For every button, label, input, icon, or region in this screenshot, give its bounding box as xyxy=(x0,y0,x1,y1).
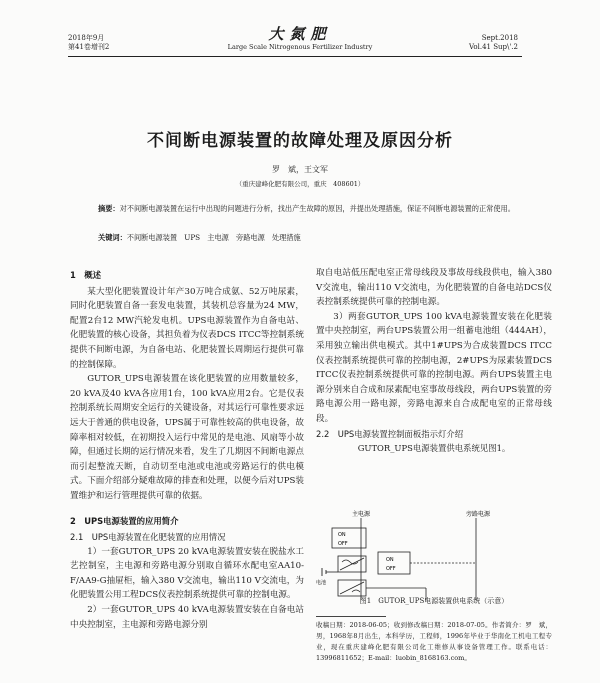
footnote: 收稿日期：2018-06-05；收到修改稿日期：2018-07-05。作者简介：罗 斌，男，1968年8月出生，本科学历，工程师，1996年毕业于华南化工机电工程专业，现在重庆建峰化肥有限公司化工维修从事设备管理工作。联系电话：13996811652；E-mail：luobin_8168163.com。 xyxy=(316,621,552,662)
article-affiliation: （重庆建峰化肥有限公司，重庆 408601） xyxy=(235,180,365,188)
keywords xyxy=(98,233,518,243)
article-title: 不间断电源装置的故障处理及原因分析 xyxy=(147,131,453,151)
paragraph-overview-1: 某大型化肥装置设计年产30万吨合成氨、52万吨尿素，同时化肥装置自备一套发电装置，其装机总容量为24 MW，配置2台12 MW汽轮发电机。UPS电源装置作为自备电站、化肥装置的核心设备，其担负着为仪表DCS ITCC等控制系统提供不间断电源，为自备电站、化肥装置长周期运行提供可靠的控制保障。 xyxy=(70,286,304,370)
abstract-label: 摘要： xyxy=(98,204,120,213)
right-column xyxy=(316,266,552,456)
figure-caption: 图1 GUTOR_UPS电源装置供电系统（示意） xyxy=(359,597,509,605)
article-authors: 罗 斌，王文军 xyxy=(272,165,328,174)
running-header xyxy=(0,0,600,56)
header-volume-cn: 第41卷增刊2 xyxy=(68,43,110,51)
footnote-rule xyxy=(316,616,386,617)
paragraph-ups-20kva: 1）一套GUTOR_UPS 20 kVA电源装置安装在脱盐水工艺控制室，主电源和旁路电源分别取自循环水配电室AA10-F/AA9-G抽屉柜，输入380 V交流电，输出110 V交流电，为化肥装置公用工程DCS仪表控制系统提供可靠的控制电源。 xyxy=(70,546,304,601)
paragraph-ups-100kva: 3）两套GUTOR_UPS 100 kVA电源装置安装在化肥装置中央控制室，两台UPS装置公用一组蓄电池组（444AH），采用独立输出供电模式。其中1#UPS为合成装置DCS ITCC仪表控制系统提供可靠的控制电源，2#UPS为尿素装置DCS ITCC仪表控制系统提供可靠的控制电源。两台UPS装置主电源分别来自合成和尿素配电室事故母线段，两台UPS装置的旁路电源公用一路电源，旁路电源来自合成配电室的正常母线段。 xyxy=(316,311,552,424)
inverter-symbol xyxy=(340,582,364,594)
keywords-text: 不间断电源装置 UPS 主电源 旁路电源 处理措施 xyxy=(126,233,301,242)
journal-name-cn: 大氮肥 xyxy=(268,25,332,43)
journal-name-en: Large Scale Nitrogenous Fertilizer Industry xyxy=(227,43,373,51)
abstract xyxy=(98,203,518,215)
header-date-en: Sept.2018 xyxy=(481,34,518,42)
bypass-source-label: 旁路电源 xyxy=(466,511,491,518)
header-volume-en: Vol.41 Sup\'.2 xyxy=(469,43,518,51)
header-rule xyxy=(68,56,522,57)
rectifier-symbol xyxy=(340,558,364,570)
keywords-label: 关键词： xyxy=(98,233,127,242)
static-switch-off: OFF xyxy=(386,566,396,572)
figure-intro: GUTOR_UPS电源装置供电系统见图1。 xyxy=(357,443,511,454)
left-column xyxy=(70,266,304,632)
section-1-heading: 1 概述 xyxy=(70,270,101,280)
input-switch-on: ON xyxy=(338,532,346,538)
ups-system-diagram xyxy=(316,508,552,604)
main-source-label: 主电源 xyxy=(352,511,371,518)
header-right xyxy=(469,34,518,52)
paragraph-ups-40kva: 2）一套GUTOR_UPS 40 kVA电源装置安装在自备电站中央控制室，主电源和旁路电源分别 xyxy=(70,605,304,630)
battery-label: 电池 xyxy=(316,580,327,586)
section-2-heading: 2 UPS电源装置的应用简介 xyxy=(70,515,179,526)
header-date-cn: 2018年9月 xyxy=(68,34,105,42)
abstract-text: 对不间断电源装置在运行中出现的问题进行分析，找出产生故障的原因，并提出处理措施，保证不间断电源装置的正常使用。 xyxy=(119,204,515,213)
section-gap xyxy=(70,504,304,512)
paragraph-overview-2: GUTOR_UPS电源装置在该化肥装置的应用数量较多，20 kVA及40 kVA各应用1台，100 kVA应用2台。它是仪表控制系统长周期安全运行的关键设备，对其运行可靠性要求远远大于普通的供电设备，UPS属于可靠性较高的供电设备，故障率相对较低，在初期投入运行中常见的是电池、风扇等小故障，但通过长期的运行情况来看，发生了几期因不间断电源点而引起整流天断，自动切至电池或电池或旁路运行的供电模式。下面介绍部分疑难故障的排查和处理，以便今后对UPS装置维护和运行管理提供可靠的依据。 xyxy=(70,374,304,501)
section-2-1-heading: 2.1 UPS电源装置在化肥装置的应用情况 xyxy=(70,532,226,543)
paragraph-ups-40kva-cont: 取自电站低压配电室正常母线段及事故母线段供电，输入380 V交流电，输出110 V交流电，为化肥装置的自备电站DCS仪表控制系统提供可靠的控制电源。 xyxy=(316,268,552,308)
input-switch-off: OFF xyxy=(338,541,348,547)
static-switch-on: ON xyxy=(386,557,394,563)
section-2-2-heading: 2.2 UPS电源装置控制面板指示灯介绍 xyxy=(316,428,464,439)
